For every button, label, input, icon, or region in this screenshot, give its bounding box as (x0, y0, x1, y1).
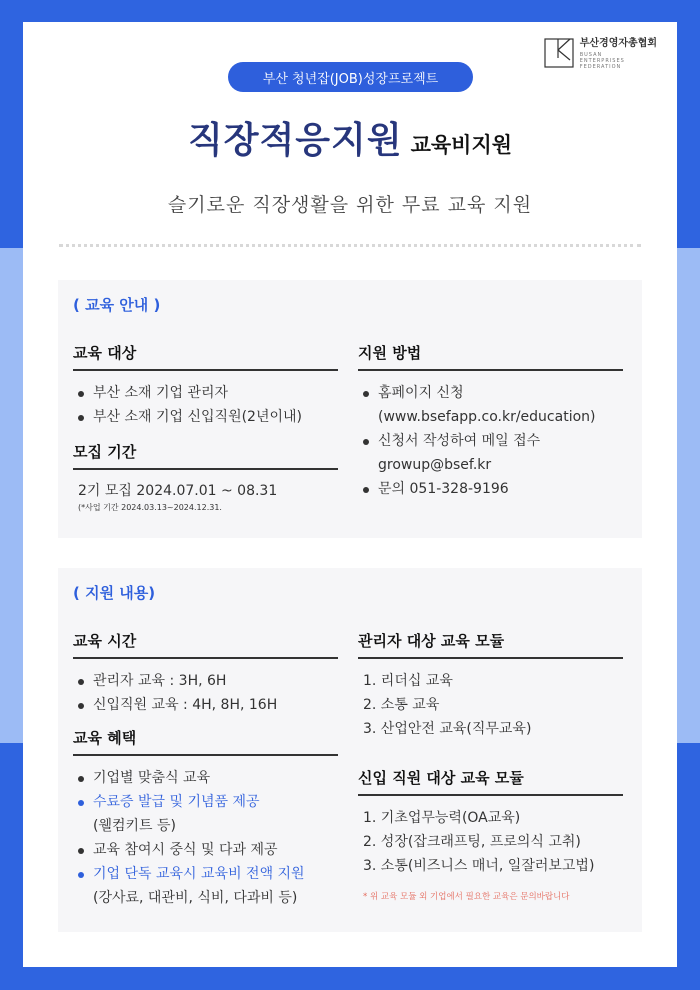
method-heading: 지원 방법 (358, 342, 623, 371)
list-item: 1. 기초업무능력(OA교육) (363, 810, 521, 826)
poster-card (23, 22, 677, 967)
list-item: 교육 참여시 중식 및 다과 제공 (73, 838, 338, 862)
method-block (358, 342, 623, 501)
manager-modules-heading: 관리자 대상 교육 모듈 (358, 630, 623, 659)
page-title (23, 112, 677, 163)
target-block (73, 342, 338, 513)
list-item: 부산 소재 기업 관리자 (73, 381, 338, 405)
period-text: 2기 모집 2024.07.01 ~ 08.31 (78, 483, 278, 499)
list-item: 관리자 교육 : 3H, 6H (73, 669, 338, 693)
list-item: 2. 성장(잡크래프팅, 프로의식 고취) (363, 834, 581, 850)
homepage-link[interactable]: (www.bsefapp.co.kr/education) (378, 409, 596, 425)
list-item: 기업 단독 교육시 교육비 전액 지원 (73, 862, 338, 886)
email-link[interactable]: growup@bsef.kr (378, 457, 492, 473)
list-item-cont: (웰컴키트 등) (93, 818, 176, 834)
list-item: 3. 산업안전 교육(직무교육) (363, 721, 532, 737)
title-main: 직장적응지원 (187, 120, 403, 161)
benefits-heading: 교육 혜택 (73, 727, 338, 756)
list-item: 2. 소통 교육 (363, 697, 440, 713)
dotted-divider (59, 244, 641, 247)
list-item-cont: (강사료, 대관비, 식비, 다과비 등) (93, 890, 298, 906)
list-item: 문의 051-328-9196 (358, 477, 623, 501)
footnote: * 위 교육 모듈 외 기업에서 필요한 교육은 문의바랍니다 (363, 892, 570, 902)
subtitle: 슬기로운 직장생활을 위한 무료 교육 지원 (167, 194, 533, 216)
project-badge: 부산 청년잡(JOB)성장프로젝트 (228, 62, 473, 92)
logo-sub: BUSAN ENTERPRISES FEDERATION (579, 52, 625, 70)
newhire-modules-heading: 신입 직원 대상 교육 모듈 (358, 767, 623, 796)
list-item: 3. 소통(비즈니스 매너, 일잘러보고법) (363, 858, 595, 874)
logo-name: 부산경영자총협회 (579, 38, 657, 49)
list-item: 홈페이지 신청 (358, 381, 623, 405)
list-item: 신청서 작성하여 메일 접수 (358, 429, 623, 453)
support-content-section (58, 568, 642, 932)
period-heading: 모집 기간 (73, 441, 338, 470)
hours-heading: 교육 시간 (73, 630, 338, 659)
section-title: ( 지원 내용) (73, 584, 156, 602)
kef-logo (544, 38, 657, 70)
modules-block (358, 630, 623, 902)
list-item: 부산 소재 기업 신입직원(2년이내) (73, 405, 338, 429)
education-info-section (58, 280, 642, 538)
list-item: 기업별 맞춤식 교육 (73, 766, 338, 790)
section-title: ( 교육 안내 ) (73, 296, 161, 314)
list-item: 1. 리더십 교육 (363, 673, 453, 689)
list-item: 신입직원 교육 : 4H, 8H, 16H (73, 693, 338, 717)
hours-block (73, 630, 338, 910)
kef-logo-icon (544, 38, 574, 68)
period-note: (*사업 기간 2024.03.13~2024.12.31. (78, 503, 222, 512)
target-heading: 교육 대상 (73, 342, 338, 371)
list-item: 수료증 발급 및 기념품 제공 (73, 790, 338, 814)
title-sub: 교육비지원 (410, 133, 513, 157)
